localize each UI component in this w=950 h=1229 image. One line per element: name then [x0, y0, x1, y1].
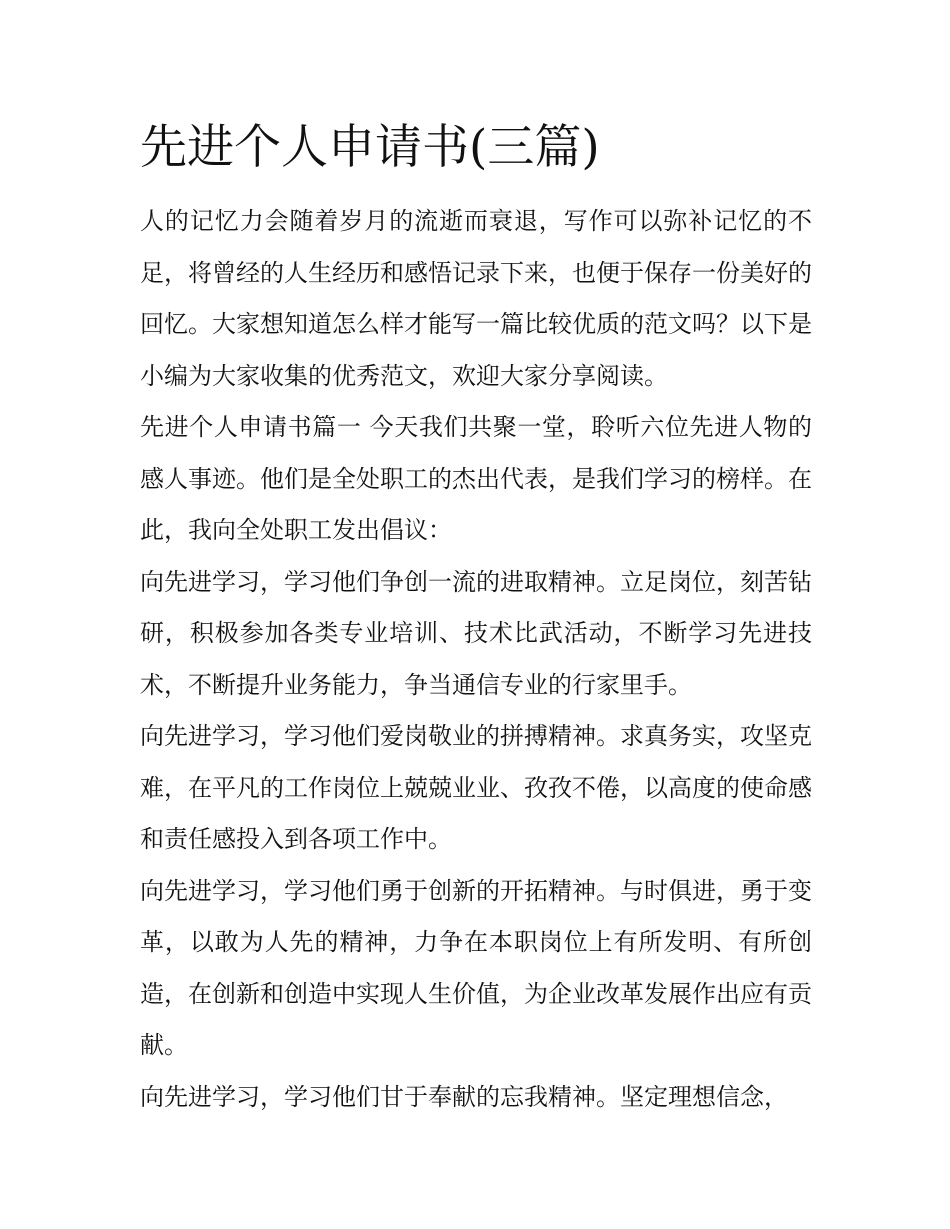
- paragraph-dedication-spirit: 向先进学习，学习他们爱岗敬业的拼搏精神。求真务实，攻坚克难，在平凡的工作岗位上兢兢业业、孜孜不倦，以高度的使命感和责任感投入到各项工作中。: [140, 722, 812, 853]
- paragraph-innovation-spirit: 向先进学习，学习他们勇于创新的开拓精神。与时俱进，勇于变革，以敢为人先的精神，力争在本职岗位上有所发明、有所创造，在创新和创造中实现人生价值，为企业改革发展作出应有贡献。: [140, 876, 812, 1059]
- document-title: 先进个人申请书(三篇): [140, 120, 600, 175]
- paragraph-intro: 人的记忆力会随着岁月的流逝而衰退，写作可以弥补记忆的不足，将曾经的人生经历和感悟记录下来，也便于保存一份美好的回忆。大家想知道怎么样才能写一篇比较优质的范文吗？以下是小编为大家收集的优秀范文，欢迎大家分享阅读。: [140, 207, 812, 390]
- paragraph-selfless-spirit: 向先进学习，学习他们甘于奉献的忘我精神。坚定理想信念，: [140, 1082, 788, 1111]
- paragraph-article-one-opening: 先进个人申请书篇一 今天我们共聚一堂，聆听六位先进人物的感人事迹。他们是全处职工的杰出代表，是我们学习的榜样。在此，我向全处职工发出倡议：: [140, 413, 812, 544]
- paragraph-progressive-spirit: 向先进学习，学习他们争创一流的进取精神。立足岗位，刻苦钻研，积极参加各类专业培训、技术比武活动，不断学习先进技术，不断提升业务能力，争当通信专业的行家里手。: [140, 567, 812, 699]
- document-body: [140, 196, 812, 1123]
